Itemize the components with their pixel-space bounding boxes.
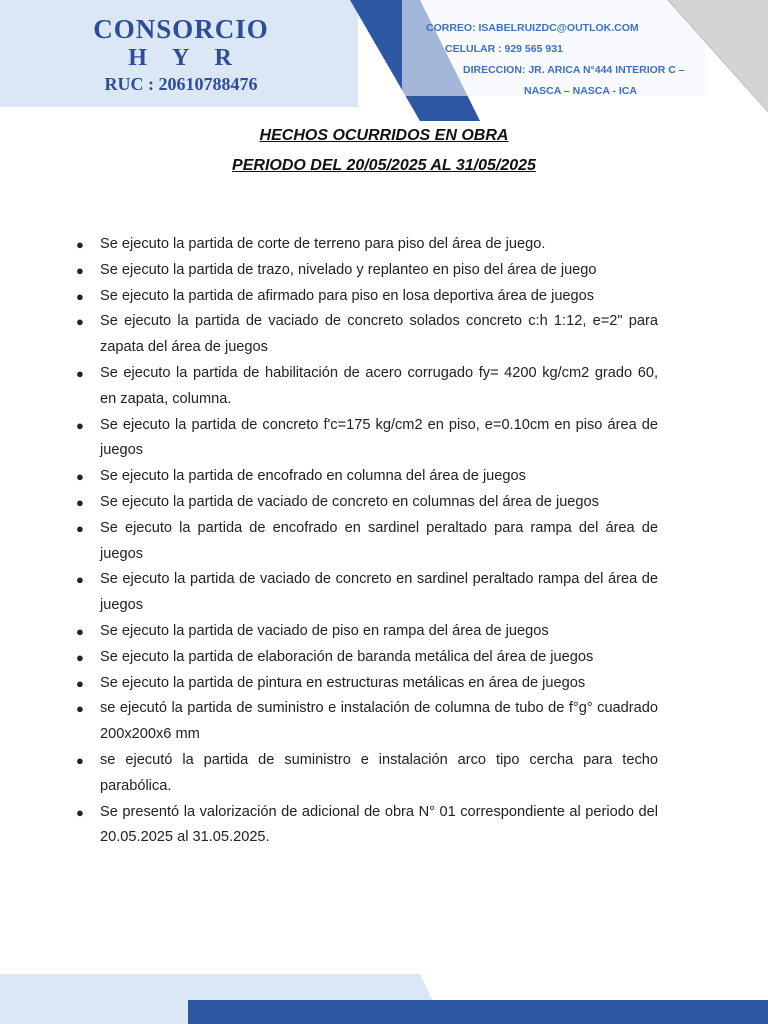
bullet-icon: ● bbox=[76, 752, 84, 768]
bullet-icon: ● bbox=[76, 675, 84, 691]
contact-phone: CELULAR : 929 565 931 bbox=[445, 43, 563, 55]
list-item-text: Se ejecuto la partida de elaboración de baranda metálica del área de juegos bbox=[100, 648, 594, 665]
list-item bbox=[76, 413, 658, 465]
list-item-text: Se ejecuto la partida de vaciado de concreto en columnas del área de juegos bbox=[100, 493, 599, 510]
list-item-text: Se ejecuto la partida de encofrado en sardinel peraltado para rampa del área de juegos bbox=[100, 519, 658, 562]
list-item-text: Se ejecuto la partida de trazo, nivelado y replanteo en piso del área de juego bbox=[100, 261, 597, 278]
list-item-text: se ejecutó la partida de suministro e instalación de columna de tubo de f°g° cuadrado 200x200x6 mm bbox=[100, 700, 658, 743]
bullet-icon: ● bbox=[76, 365, 84, 381]
document-title: HECHOS OCURRIDOS EN OBRA bbox=[259, 127, 509, 144]
bullet-icon: ● bbox=[76, 494, 84, 510]
list-item bbox=[76, 490, 658, 516]
company-initials: H Y R bbox=[128, 45, 242, 71]
list-item bbox=[76, 645, 658, 671]
company-block bbox=[92, 14, 270, 96]
contact-block bbox=[420, 18, 710, 102]
activities-list bbox=[76, 232, 658, 851]
bullet-icon: ● bbox=[76, 469, 84, 485]
bullet-icon: ● bbox=[76, 262, 84, 278]
contact-email: CORREO: ISABELRUIZDC@OUTLOK.COM bbox=[426, 22, 639, 34]
list-item bbox=[76, 800, 658, 852]
bullet-icon: ● bbox=[76, 314, 84, 330]
contact-address-line1: DIRECCION: JR. ARICA N°444 INTERIOR C – bbox=[463, 64, 685, 76]
list-item bbox=[76, 284, 658, 310]
bullet-icon: ● bbox=[76, 237, 84, 252]
list-item bbox=[76, 258, 658, 284]
list-item bbox=[76, 361, 658, 413]
list-item bbox=[76, 232, 658, 258]
list-item bbox=[76, 464, 658, 490]
list-item bbox=[76, 671, 658, 697]
letterhead bbox=[0, 0, 768, 122]
list-item-text: Se ejecuto la partida de encofrado en columna del área de juegos bbox=[100, 468, 526, 485]
contact-address-line2: NASCA – NASCA - ICA bbox=[524, 85, 637, 97]
list-item-text: se ejecutó la partida de suministro e instalación arco tipo cercha para techo parabólica. bbox=[100, 751, 658, 794]
bullet-icon: ● bbox=[76, 288, 84, 304]
list-item bbox=[76, 567, 658, 619]
list-item-text: Se ejecuto la partida de afirmado para piso en losa deportiva área de juegos bbox=[100, 287, 595, 304]
list-item-text: Se presentó la valorización de adicional de obra N° 01 correspondiente al periodo del 20.05.2025 al 31.05.2025. bbox=[100, 803, 658, 846]
bullet-icon: ● bbox=[76, 804, 84, 820]
bullet-icon: ● bbox=[76, 623, 84, 639]
list-item-text: Se ejecuto la partida de vaciado de concreto solados concreto c:h 1:12, e=2" para zapata del área de juegos bbox=[100, 313, 658, 356]
bullet-icon: ● bbox=[76, 572, 84, 588]
list-item-text: Se ejecuto la partida de corte de terreno para piso del área de juego. bbox=[100, 236, 546, 252]
list-item bbox=[76, 516, 658, 568]
list-item bbox=[76, 309, 658, 361]
list-item-text: Se ejecuto la partida de pintura en estructuras metálicas en área de juegos bbox=[100, 674, 586, 691]
list-item-text: Se ejecuto la partida de concreto f'c=175 kg/cm2 en piso, e=0.10cm en piso área de juegos bbox=[100, 416, 658, 459]
company-ruc: RUC : 20610788476 bbox=[104, 74, 258, 94]
list-item-text: Se ejecuto la partida de vaciado de piso en rampa del área de juegos bbox=[100, 622, 549, 639]
list-item bbox=[76, 619, 658, 645]
bullet-icon: ● bbox=[76, 520, 84, 536]
company-name: CONSORCIO bbox=[93, 14, 269, 44]
list-item-text: Se ejecuto la partida de vaciado de concreto en sardinel peraltado rampa del área de juegos bbox=[100, 571, 658, 614]
list-item bbox=[76, 696, 658, 748]
document-period: PERIODO DEL 20/05/2025 AL 31/05/2025 bbox=[232, 157, 536, 174]
bullet-icon: ● bbox=[76, 649, 84, 665]
footer-band bbox=[0, 970, 768, 1024]
list-item-text: Se ejecuto la partida de habilitación de acero corrugado fy= 4200 kg/cm2 grado 60, en zapata, columna. bbox=[100, 364, 658, 407]
bullet-icon: ● bbox=[76, 701, 84, 717]
list-item bbox=[76, 748, 658, 800]
bullet-icon: ● bbox=[76, 417, 84, 433]
